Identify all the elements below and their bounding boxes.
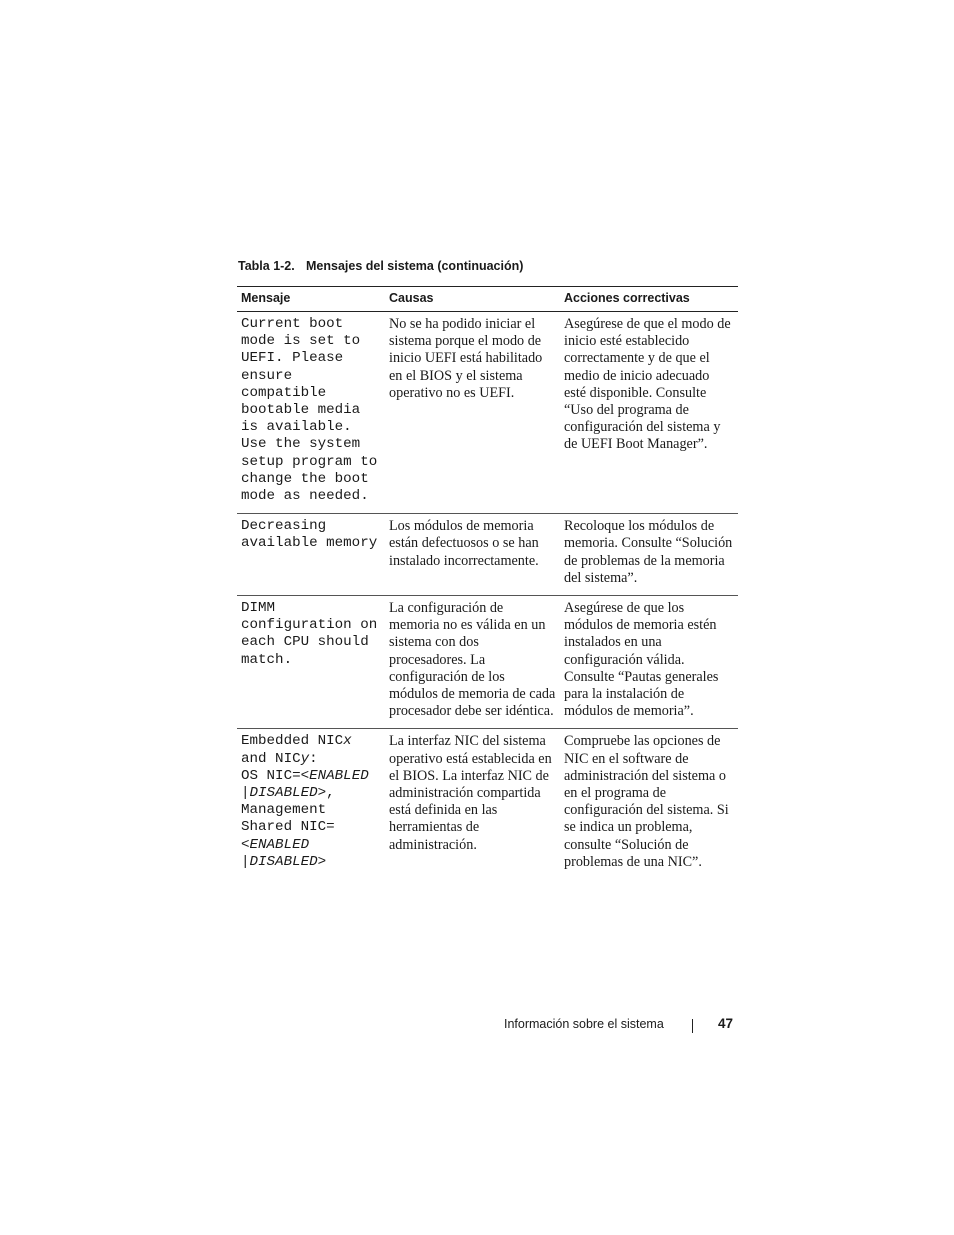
message-cell: Decreasing available memory (237, 514, 385, 596)
table-row (237, 729, 738, 879)
message-cell: DIMM configuration on each CPU should match. (237, 596, 385, 729)
message-text: < (241, 836, 250, 853)
message-text: Embedded NIC (241, 733, 344, 750)
action-cell: Asegúrese de que los módulos de memoria estén instalados en una configuración válida. Consulte “Pautas generales para la instalación de módulos de memoria”. (560, 596, 738, 729)
message-text: > (317, 853, 327, 870)
footer-section-title: Información sobre el sistema (504, 1017, 664, 1031)
action-cell: Compruebe las opciones de NIC en el software de administración del sistema o en el programa de configuración del sistema. Si se indica un problema, consulte “Solución de problemas de una NIC”. (564, 733, 729, 870)
message-variable: ENABLED (309, 767, 369, 784)
table-row (237, 596, 738, 729)
page-footer (504, 1016, 736, 1036)
action-cell: Asegúrese de que el modo de inicio esté establecido correctamente y de que el medio de inicio adecuado esté disponible. Consulte “Uso del programa de configuración del sistema y de UEFI Boot Manager”. (560, 312, 738, 514)
action-cell: Recoloque los módulos de memoria. Consulte “Solución de problemas de la memoria del sistema”. (560, 514, 738, 596)
message-text: OS NIC=< (241, 767, 310, 784)
table-number: Tabla 1-2. (238, 259, 295, 273)
message-variable: DISABLED (249, 853, 318, 870)
table-row (237, 312, 738, 514)
footer-divider (692, 1019, 693, 1033)
header-actions: Acciones correctivas (560, 287, 738, 312)
header-causes: Causas (385, 287, 560, 312)
table-caption (238, 259, 523, 273)
message-variable: ENABLED (249, 836, 310, 853)
message-text: : (309, 750, 318, 767)
message-text: >, Management Shared NIC= (241, 785, 335, 836)
page-number: 47 (717, 1016, 733, 1031)
cause-cell: La interfaz NIC del sistema operativo está establecida en el BIOS. La interfaz NIC de administración compartida está definida en las herramientas de administración. (389, 733, 552, 853)
table-title: Mensajes del sistema (continuación) (306, 259, 524, 273)
message-text: | (241, 853, 250, 870)
header-message: Mensaje (237, 287, 385, 312)
cause-cell: No se ha podido iniciar el sistema porque el modo de inicio UEFI está habilitado en el BIOS y el sistema operativo no es UEFI. (385, 312, 560, 514)
message-cell: Current boot mode is set to UEFI. Please ensure compatible bootable media is available. Use the system setup program to change the boot mode as needed. (237, 312, 385, 514)
cause-cell: Los módulos de memoria están defectuosos o se han instalado incorrectamente. (385, 514, 560, 596)
message-cell (237, 729, 385, 879)
message-variable: x (343, 733, 352, 750)
cause-cell: La configuración de memoria no es válida en un sistema con dos procesadores. La configuración de los módulos de memoria de cada procesador debe ser idéntica. (385, 596, 560, 729)
system-messages-table (237, 286, 738, 879)
message-variable: DISABLED (249, 785, 318, 802)
table-header-row (237, 287, 738, 312)
message-variable: y (300, 750, 310, 767)
message-text: and NIC (241, 750, 301, 767)
table-row (237, 514, 738, 596)
message-text: | (241, 785, 250, 802)
